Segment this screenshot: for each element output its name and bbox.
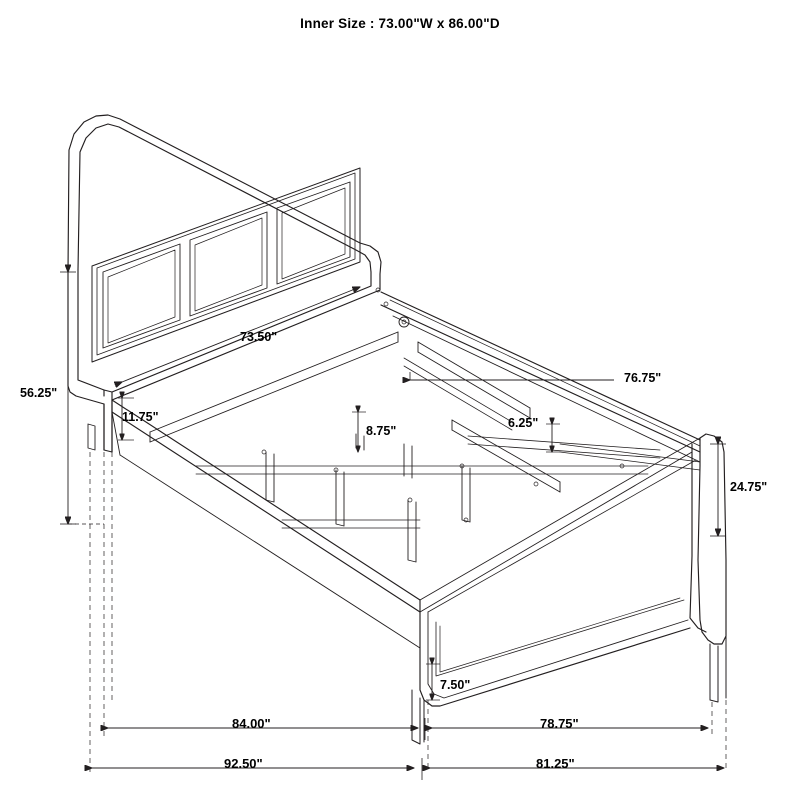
page-title: Inner Size : 73.00"W x 86.00"D: [300, 16, 500, 31]
dim-overall-right: 81.25": [536, 756, 575, 771]
dim-length-left: 84.00": [232, 716, 271, 731]
dim-footboard-rail: 7.50": [440, 678, 471, 692]
dim-headboard-height: 56.25": [20, 386, 58, 400]
dim-headboard-panel-height: 11.75": [122, 410, 159, 424]
dim-overall-left: 92.50": [224, 756, 263, 771]
dim-slat-height: 8.75": [366, 424, 397, 438]
dim-rail-offset: 6.25": [508, 416, 539, 430]
dim-inner-depth: 76.75": [624, 371, 662, 385]
dim-headboard-width: 73.50": [240, 330, 278, 344]
dim-length-right: 78.75": [540, 716, 579, 731]
dim-footboard-height: 24.75": [730, 480, 768, 494]
